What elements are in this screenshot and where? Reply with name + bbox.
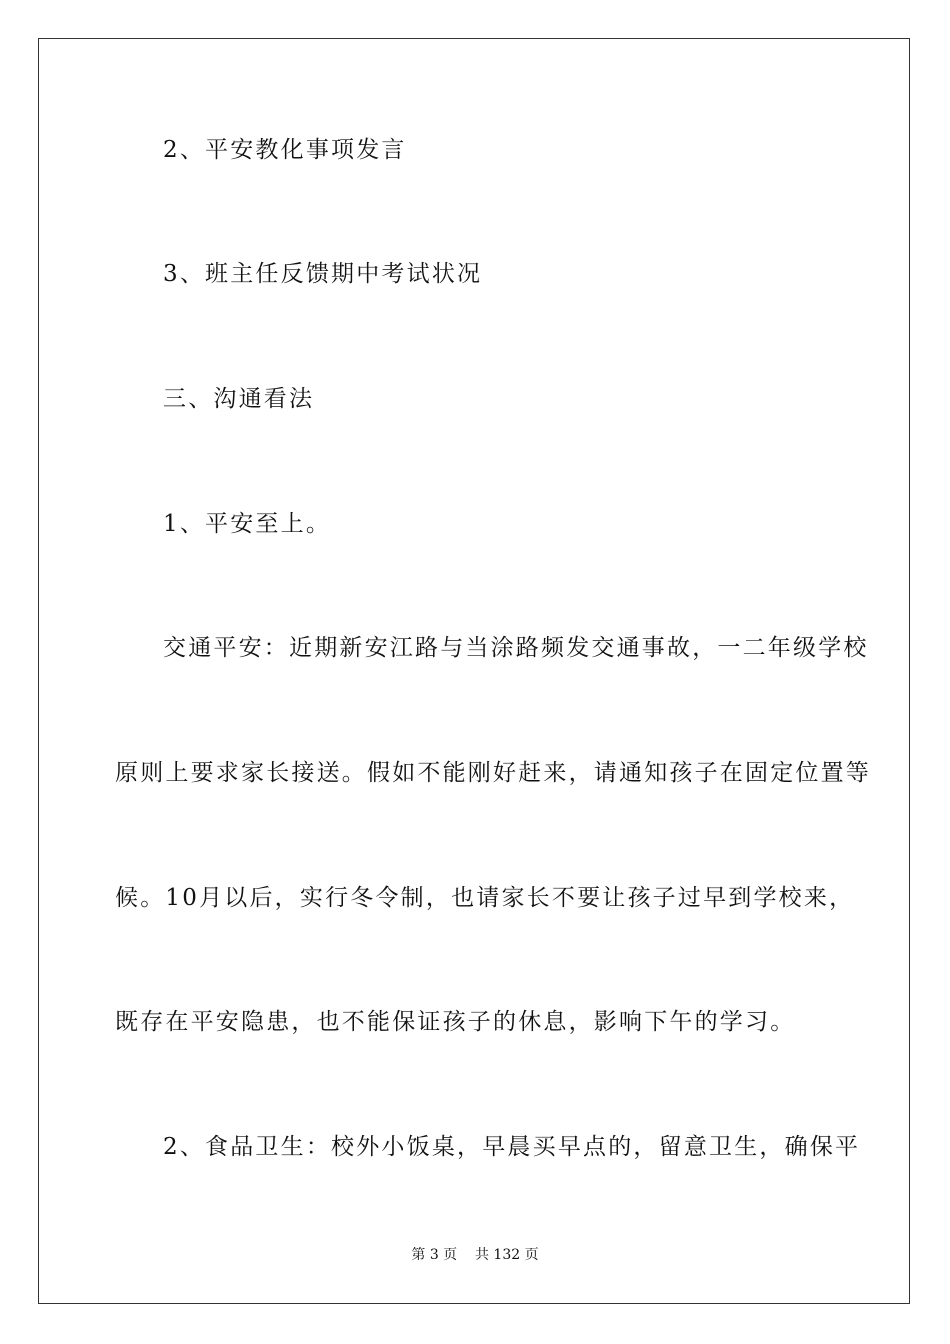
page-number-footer: 第 3 页 共 132 页 [411, 1247, 539, 1263]
paragraph-line: 既存在平安隐患，也不能保证孩子的休息，影响下午的学习。 [115, 1009, 796, 1035]
agenda-item-3: 3、班主任反馈期中考试状况 [163, 261, 483, 287]
paragraph-line: 交通平安：近期新安江路与当涂路频发交通事故，一二年级学校 [163, 635, 869, 661]
page-border [38, 38, 910, 1304]
paragraph-line: 原则上要求家长接送。假如不能刚好赶来，请通知孩子在固定位置等 [115, 760, 871, 786]
paragraph-line: 2、食品卫生：校外小饭桌，早晨买早点的，留意卫生，确保平 [163, 1134, 861, 1160]
paragraph-line: 候。10月以后，实行冬令制，也请家长不要让孩子过早到学校来， [115, 885, 855, 911]
section-heading-3: 三、沟通看法 [163, 386, 315, 412]
point-1-heading: 1、平安至上。 [163, 511, 332, 537]
agenda-item-2: 2、平安教化事项发言 [163, 137, 407, 163]
